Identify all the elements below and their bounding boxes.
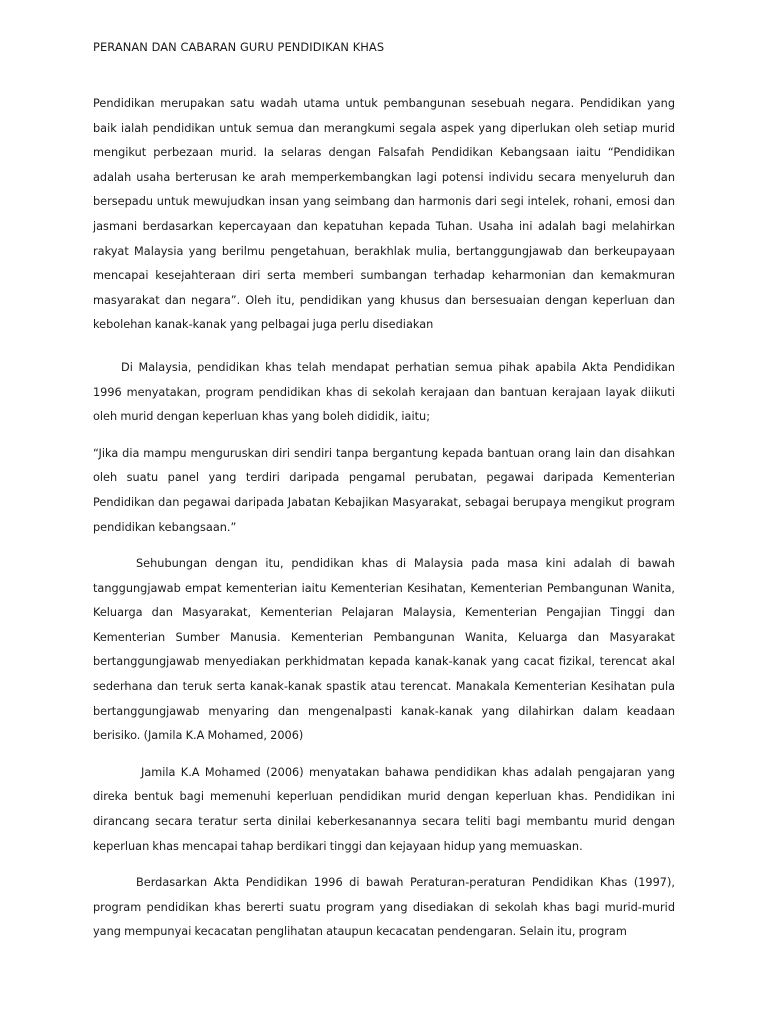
paragraph-introduction: Pendidikan merupakan satu wadah utama untuk pembangunan sesebuah negara. Pendidikan yang baik ialah pendidikan untuk semua dan merangkumi segala aspek yang diperlukan oleh setiap murid mengikut perbezaan murid. Ia selaras dengan Falsafah Pendidikan Kebangsaan iaitu “Pendidikan adalah usaha berterusan ke arah memperkembangkan lagi potensi individu secara menyeluruh dan bersepadu untuk mewujudkan insan yang seimbang dan harmonis dari segi intelek, rohani, emosi dan jasmani berdasarkan kepercayaan dan kepatuhan kepada Tuhan. Usaha ini adalah bagi melahirkan rakyat Malaysia yang berilmu pengetahuan, berakhlak mulia, bertanggungjawab dan berkeupayaan mencapai kesejahteraan diri serta memberi sumbangan terhadap keharmonian dan kemakmuran masyarakat dan negara”. Oleh itu, pendidikan yang khusus dan bersesuaian dengan keperluan dan kebolehan kanak-kanak yang pelbagai juga perlu disediakan (93, 97, 675, 332)
document-body (93, 92, 675, 945)
paragraph-kementerian: Sehubungan dengan itu, pendidikan khas di Malaysia pada masa kini adalah di bawah tanggungjawab empat kementerian iaitu Kementerian Kesihatan, Kementerian Pembangunan Wanita, Keluarga dan Masyarakat, Kementerian Pelajaran Malaysia, Kementerian Pengajian Tinggi dan Kementerian Sumber Manusia. Kementerian Pembangunan Wanita, Keluarga dan Masyarakat bertanggungjawab menyediakan perkhidmatan kepada kanak-kanak yang cacat fizikal, terencat akal sederhana dan teruk serta kanak-kanak spastik atau terencat. Manakala Kementerian Kesihatan pula bertanggungjawab menyaring dan mengenalpasti kanak-kanak yang dilahirkan dalam keadaan berisiko. (Jamila K.A Mohamed, 2006) (93, 557, 675, 743)
paragraph-jamila-definition: Jamila K.A Mohamed (2006) menyatakan bahawa pendidikan khas adalah pengajaran yang direka bentuk bagi memenuhi keperluan pendidikan murid dengan keperluan khas. Pendidikan ini dirancang secara teratur serta dinilai keberkesanannya secara teliti bagi membantu murid dengan keperluan khas mencapai tahap berdikari tinggi dan kejayaan hidup yang memuaskan. (93, 765, 675, 853)
paragraph-peraturan: Berdasarkan Akta Pendidikan 1996 di bawah Peraturan-peraturan Pendidikan Khas (1997), program pendidikan khas bererti suatu program yang disediakan di sekolah khas bagi murid-murid yang mempunyai kecacatan penglihatan ataupun kecacatan pendengaran. Selain itu, program (93, 876, 675, 939)
paragraph-akta-pendidikan: Di Malaysia, pendidikan khas telah mendapat perhatian semua pihak apabila Akta Pendidikan 1996 menyatakan, program pendidikan khas di sekolah kerajaan dan bantuan kerajaan layak diikuti oleh murid dengan keperluan khas yang boleh dididik, iaitu; (93, 360, 675, 424)
document-title: PERANAN DAN CABARAN GURU PENDIDIKAN KHAS (93, 40, 385, 54)
paragraph-quotation: “Jika dia mampu menguruskan diri sendiri tanpa bergantung kepada bantuan orang lain dan disahkan oleh suatu panel yang terdiri daripada pengamal perubatan, pegawai daripada Kementerian Pendidikan dan pegawai daripada Jabatan Kebajikan Masyarakat, sebagai berupaya mengikut program pendidikan kebangsaan.” (93, 446, 675, 534)
